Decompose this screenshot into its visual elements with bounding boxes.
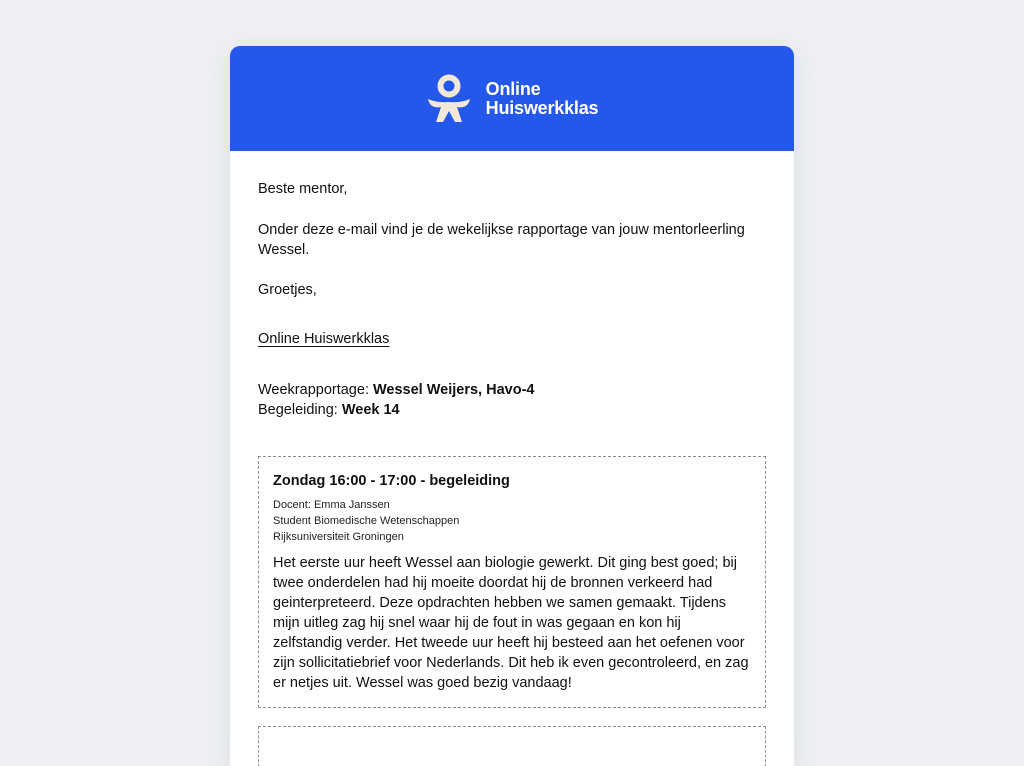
greeting: Beste mentor, [258,181,348,197]
email-card [230,46,794,766]
brand-name [486,80,599,118]
closing-text: Groetjes, [258,282,317,298]
guidance-label: Begeleiding: [258,402,342,418]
guidance-value: Week 14 [341,402,400,418]
report-meta [258,380,766,420]
session-title: Zondag 16:00 - 17:00 - begeleiding [273,473,510,489]
tutor-study: Student Biomedische Wetenschappen [273,515,460,527]
tutor-university: Rijksuniversiteit Groningen [273,531,404,543]
brand-line-1: Online [485,78,541,99]
tutor-name: Docent: Emma Janssen [273,499,390,511]
next-session-box [258,726,766,766]
report-label: Weekrapportage: [258,382,373,398]
intro-text: Onder deze e-mail vind je de wekelijkse rapportage van jouw mentorleerling Wessel. [258,222,745,258]
email-body [230,151,794,766]
signature-link[interactable]: Online Huiswerkklas [258,331,390,347]
person-figure-icon [426,74,472,124]
report-line [258,380,766,400]
tutor-info [273,497,751,545]
guidance-line [258,400,766,420]
brand-line-2: Huiswerkklas [485,97,599,118]
report-value: Wessel Weijers, Havo-4 [373,382,535,398]
email-header [230,46,794,151]
brand-logo [426,74,599,124]
session-report: Het eerste uur heeft Wessel aan biologie gewerkt. Dit ging best goed; bij twee onderdelen had hij moeite doordat hij de bronnen verkeerd had geinterpreteerd. Deze opdrachten hebben we samen gemaakt. Tijdens mijn uitleg zag hij snel waar hij de fout in was gegaan en kon hij zelfstandig verder. Het tweede uur heeft hij besteed aan het oefenen voor zijn sollicitatiebrief voor Nederlands. Dit heb ik even gecontroleerd, en zag er netjes uit. Wessel was goed bezig vandaag! [273,555,749,691]
session-box [258,456,766,708]
